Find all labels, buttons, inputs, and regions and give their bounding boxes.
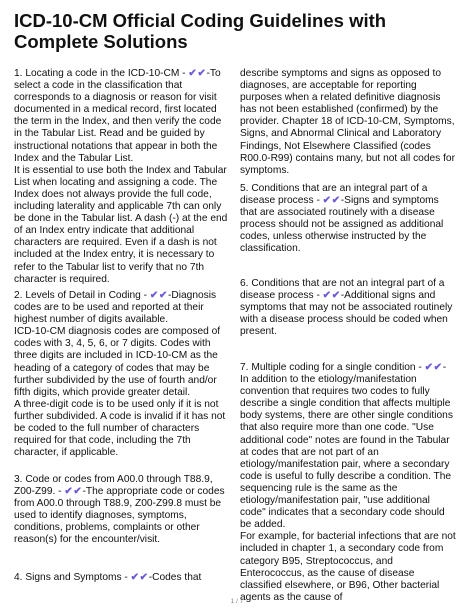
check-marks-icon: ✔✔ — [322, 195, 341, 207]
guideline-5 — [240, 183, 458, 256]
guideline-3 — [14, 474, 232, 547]
guideline-1 — [14, 68, 232, 286]
guideline-7-body: - In addition to the etiology/manifestation convention that requires two codes to fully describe a single condition that affects multiple body systems, there are other single conditions that also require more than one code. "Use additional code" notes are found in the Tabular at codes that are not part of an etiology/manifestation pair, where a secondary code is useful to fully describe a condition. The sequencing rule is the same as the etiology/manifestation pair, "use additional code" indicates that a secondary code should be added. For example, for bacterial infections that are not included in chapter 1, a secondary code from category B95, Streptococcus, and Enterococcus, as the cause of disease classified elsewhere, or B96, Other bacterial agents as the cause of — [240, 362, 456, 603]
guideline-2-body: -Diagnosis codes are to be used and reported at their highest number of digits available. ICD-10-CM diagnosis codes are composed of codes with 3, 4, 5, 6, or 7 digits. Codes with three digits are included in ICD-10-CM as the heading of a category of codes that may be further subdivided by the use of fourth and/or fifth digits, which provide greater detail. A three-digit code is to be used only if it is not further subdivided. A code is invalid if it has not be coded to the full number of characters required for that code, including the 7th character, if applicable. — [14, 290, 226, 459]
document-title: ICD-10-CM Official Coding Guidelines with Complete Solutions — [14, 10, 387, 52]
guideline-6 — [240, 278, 458, 338]
guideline-2 — [14, 290, 232, 459]
guideline-7 — [240, 362, 458, 604]
guideline-4 — [14, 572, 232, 584]
guideline-4-heading: 4. Signs and Symptoms - — [14, 572, 131, 583]
check-marks-icon: ✔✔ — [322, 290, 341, 302]
check-marks-icon: ✔✔ — [424, 362, 443, 373]
guideline-4-continued — [240, 68, 458, 177]
guideline-7-heading: 7. Multiple coding for a single condition - — [240, 362, 425, 373]
guideline-4-continued-body: describe symptoms and signs as opposed to diagnoses, are acceptable for reporting purposes when a related definitive diagnosis has not been established (confirmed) by the provider. Chapter 18 of ICD-10-CM, Symptoms, Signs, and Abnormal Clinical and Laboratory Findings, Not Elsewhere Classified (codes R00.0-R99) contains many, but not all codes for symptoms. — [240, 68, 455, 176]
guideline-5-heading: 5. Conditions that are an integral part of a disease process - — [240, 183, 428, 207]
guideline-1-body: -To select a code in the classification that corresponds to a diagnosis or reason for visit documented in a medical record, first located the term in the Index, and then verify the code in the Tabular List. Read and be guided by instructional notations that appear in both the Index and the Tabular List. It is essential to use both the Index and Tabular List when locating and assigning a code. The Index does not always provide the full code, including laterality and applicable 7th can only be done in the Tabular list. A dash (-) at the end of an Index entry indicate that additional characters are required. Even if a dash is not included at the Index entry, it is necessary to refer to the Tabular list to verify that no 7th character is required. — [14, 68, 228, 285]
guideline-3-body: -The appropriate code or codes from A00.0 through T88.9, Z00-Z99.8 must be used to identify diagnoses, symptoms, conditions, problems, complaints or other reason(s) for the encounter/visit. — [14, 486, 225, 546]
check-marks-icon: ✔✔ — [130, 572, 149, 583]
page-number: 1 / 7 — [230, 598, 244, 605]
guideline-6-heading: 6. Conditions that are not an integral part of a disease process - — [240, 278, 445, 302]
guideline-2-heading: 2. Levels of Detail in Coding - — [14, 290, 150, 301]
guideline-6-body: -Additional signs and symptoms that may not be associated routinely with a disease process should be coded when present. — [240, 290, 453, 338]
check-marks-icon: ✔✔ — [64, 486, 83, 498]
check-marks-icon: ✔✔ — [149, 290, 168, 301]
guideline-5-body: -Signs and symptoms that are associated routinely with a disease process should not be assigned as additional codes, unless otherwise instructed by the classification. — [240, 195, 444, 255]
guideline-1-heading: 1. Locating a code in the ICD-10-CM - — [14, 68, 189, 79]
check-marks-icon: ✔✔ — [188, 68, 207, 79]
guideline-3-heading: 3. Code or codes from A00.0 through T88.9, Z00-Z99. - — [14, 474, 213, 498]
guideline-4-body: -Codes that — [148, 572, 202, 583]
